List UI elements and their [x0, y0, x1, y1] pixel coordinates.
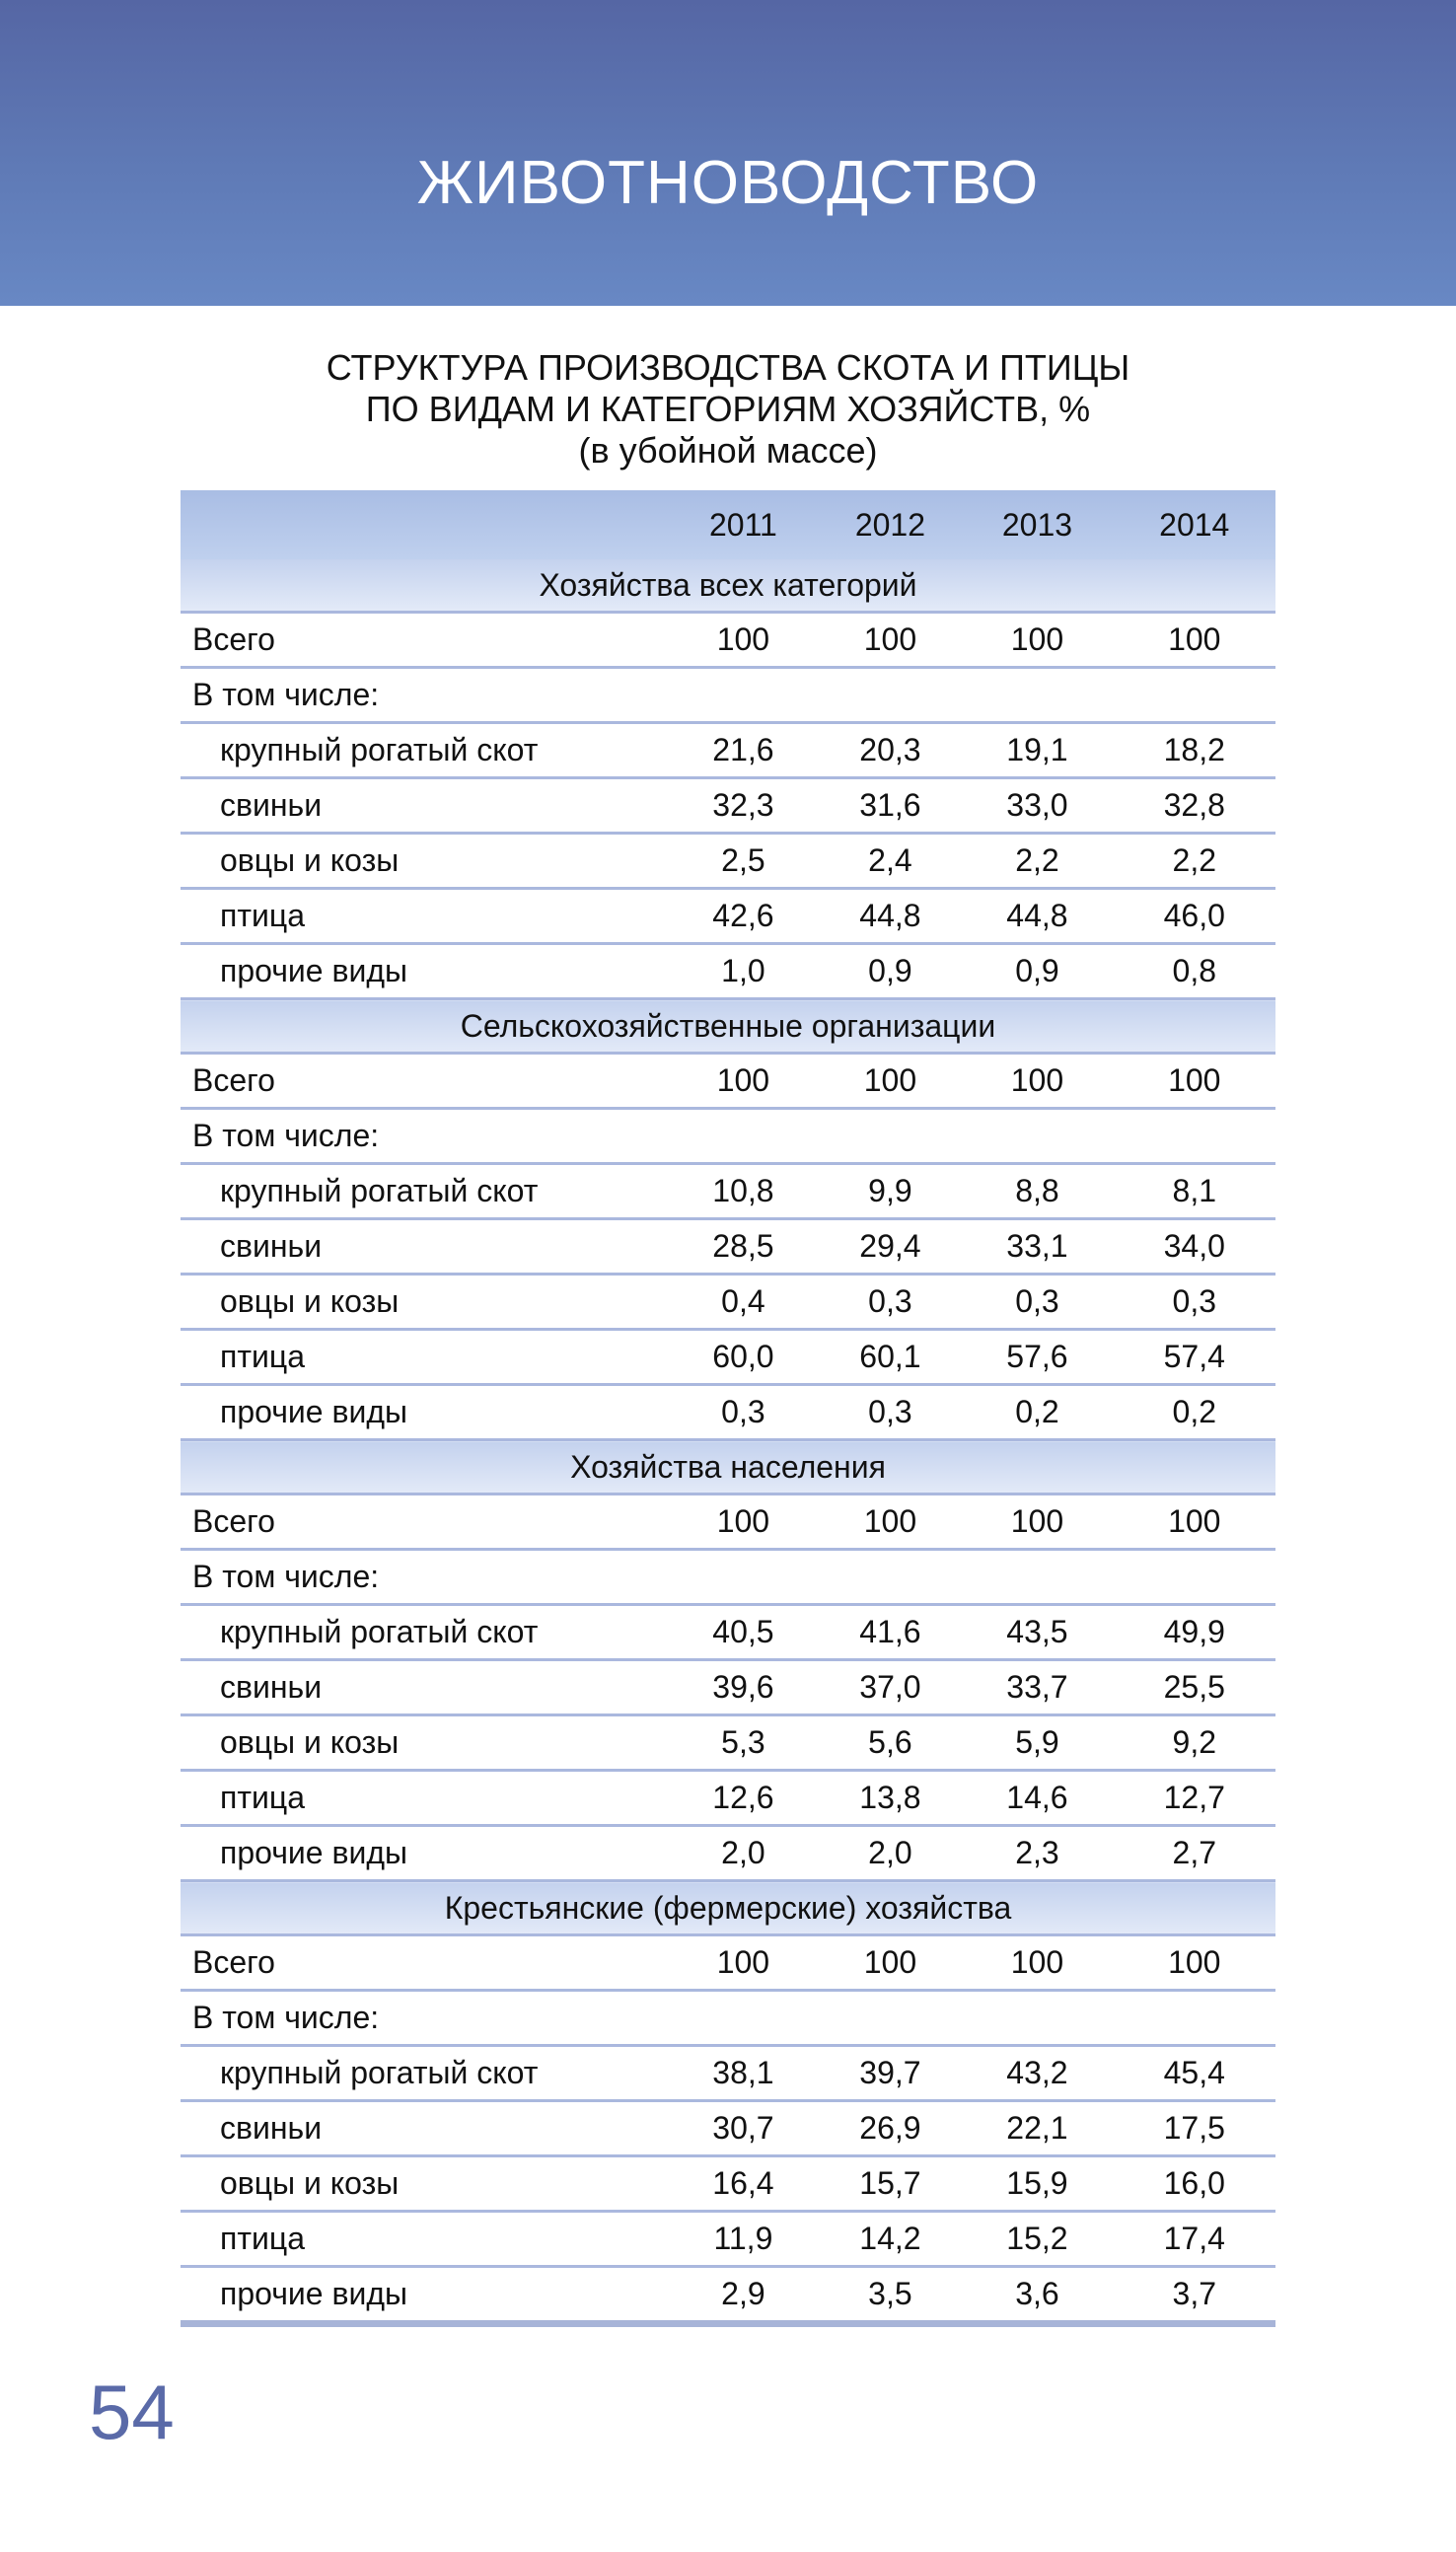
- value-cell: 2,0: [819, 1826, 961, 1881]
- value-cell: 33,7: [961, 1660, 1113, 1715]
- value-cell: 11,9: [667, 2212, 819, 2267]
- value-cell: [1114, 668, 1275, 723]
- value-cell: 5,3: [667, 1715, 819, 1771]
- value-cell: 32,3: [667, 778, 819, 834]
- chapter-title: ЖИВОТНОВОДСТВО: [416, 149, 1040, 217]
- value-cell: 100: [961, 1935, 1113, 1991]
- value-cell: 18,2: [1114, 723, 1275, 778]
- section-title: Хозяйства всех категорий: [181, 559, 1275, 613]
- value-cell: 19,1: [961, 723, 1113, 778]
- subtitle-row: [181, 1109, 1275, 1164]
- value-cell: 2,3: [961, 1826, 1113, 1881]
- table-row: [181, 1275, 1275, 1330]
- value-cell: 28,5: [667, 1219, 819, 1275]
- table-row: [181, 1164, 1275, 1219]
- section-header-row: [181, 1440, 1275, 1495]
- value-cell: 30,7: [667, 2101, 819, 2156]
- value-cell: 41,6: [819, 1605, 961, 1660]
- row-label: птица: [181, 889, 667, 944]
- value-cell: 3,6: [961, 2267, 1113, 2324]
- table-row: [181, 1385, 1275, 1440]
- value-cell: [1114, 1109, 1275, 1164]
- value-cell: 38,1: [667, 2046, 819, 2101]
- value-cell: 15,9: [961, 2156, 1113, 2212]
- row-label: птица: [181, 1771, 667, 1826]
- value-cell: [667, 668, 819, 723]
- row-label: В том числе:: [181, 1550, 667, 1605]
- row-label: прочие виды: [181, 1826, 667, 1881]
- header-banner: [0, 0, 1456, 306]
- table-row: [181, 723, 1275, 778]
- value-cell: 45,4: [1114, 2046, 1275, 2101]
- row-label: крупный рогатый скот: [181, 2046, 667, 2101]
- row-label: Всего: [181, 1935, 667, 1991]
- table-body: [181, 559, 1275, 2324]
- value-cell: 43,2: [961, 2046, 1113, 2101]
- value-cell: 0,3: [1114, 1275, 1275, 1330]
- value-cell: 57,4: [1114, 1330, 1275, 1385]
- value-cell: [667, 1991, 819, 2046]
- value-cell: 2,2: [1114, 834, 1275, 889]
- table-row: [181, 889, 1275, 944]
- value-cell: 100: [961, 1495, 1113, 1550]
- value-cell: 42,6: [667, 889, 819, 944]
- value-cell: [961, 1550, 1113, 1605]
- section-title: Крестьянские (фермерские) хозяйства: [181, 1881, 1275, 1935]
- value-cell: 0,9: [961, 944, 1113, 999]
- row-label: птица: [181, 2212, 667, 2267]
- row-label: свиньи: [181, 778, 667, 834]
- table-row: [181, 1330, 1275, 1385]
- row-label: прочие виды: [181, 2267, 667, 2324]
- total-row: [181, 1054, 1275, 1109]
- value-cell: 57,6: [961, 1330, 1113, 1385]
- value-cell: 34,0: [1114, 1219, 1275, 1275]
- year-header: 2014: [1114, 490, 1275, 559]
- table-row: [181, 834, 1275, 889]
- value-cell: 17,5: [1114, 2101, 1275, 2156]
- value-cell: 0,3: [961, 1275, 1113, 1330]
- row-label: свиньи: [181, 1660, 667, 1715]
- table-heading: [0, 347, 1456, 472]
- value-cell: 1,0: [667, 944, 819, 999]
- value-cell: 2,4: [819, 834, 961, 889]
- section-header-row: [181, 559, 1275, 613]
- total-row: [181, 613, 1275, 668]
- total-row: [181, 1935, 1275, 1991]
- section-header-row: [181, 999, 1275, 1054]
- table-row: [181, 1219, 1275, 1275]
- value-cell: 43,5: [961, 1605, 1113, 1660]
- header-empty-cell: [181, 490, 667, 559]
- year-header: 2011: [667, 490, 819, 559]
- value-cell: 32,8: [1114, 778, 1275, 834]
- table-row: [181, 1771, 1275, 1826]
- value-cell: 44,8: [819, 889, 961, 944]
- value-cell: [1114, 1991, 1275, 2046]
- value-cell: 44,8: [961, 889, 1113, 944]
- value-cell: 100: [961, 613, 1113, 668]
- value-cell: 31,6: [819, 778, 961, 834]
- value-cell: 0,3: [667, 1385, 819, 1440]
- subtitle-row: [181, 1991, 1275, 2046]
- row-label: свиньи: [181, 2101, 667, 2156]
- value-cell: 33,1: [961, 1219, 1113, 1275]
- value-cell: 100: [819, 1495, 961, 1550]
- value-cell: 15,2: [961, 2212, 1113, 2267]
- row-label: В том числе:: [181, 668, 667, 723]
- value-cell: [961, 1991, 1113, 2046]
- value-cell: 2,2: [961, 834, 1113, 889]
- value-cell: 39,6: [667, 1660, 819, 1715]
- heading-line-1: СТРУКТУРА ПРОИЗВОДСТВА СКОТА И ПТИЦЫ: [326, 347, 1130, 388]
- value-cell: 15,7: [819, 2156, 961, 2212]
- value-cell: 100: [667, 1054, 819, 1109]
- page-number: 54: [89, 2369, 175, 2455]
- year-header: 2012: [819, 490, 961, 559]
- value-cell: 3,5: [819, 2267, 961, 2324]
- value-cell: 0,2: [961, 1385, 1113, 1440]
- value-cell: 2,0: [667, 1826, 819, 1881]
- value-cell: [819, 1109, 961, 1164]
- value-cell: 100: [961, 1054, 1113, 1109]
- value-cell: [819, 668, 961, 723]
- value-cell: 0,2: [1114, 1385, 1275, 1440]
- value-cell: 100: [1114, 1495, 1275, 1550]
- value-cell: 29,4: [819, 1219, 961, 1275]
- value-cell: 9,9: [819, 1164, 961, 1219]
- value-cell: 9,2: [1114, 1715, 1275, 1771]
- value-cell: 26,9: [819, 2101, 961, 2156]
- value-cell: 49,9: [1114, 1605, 1275, 1660]
- value-cell: [961, 668, 1113, 723]
- value-cell: 3,7: [1114, 2267, 1275, 2324]
- value-cell: 14,2: [819, 2212, 961, 2267]
- value-cell: [667, 1550, 819, 1605]
- heading-line-3: (в убойной массе): [578, 430, 878, 471]
- value-cell: [961, 1109, 1113, 1164]
- value-cell: 20,3: [819, 723, 961, 778]
- section-title: Сельскохозяйственные организации: [181, 999, 1275, 1054]
- row-label: овцы и козы: [181, 2156, 667, 2212]
- value-cell: 0,3: [819, 1385, 961, 1440]
- table-row: [181, 1605, 1275, 1660]
- value-cell: 0,3: [819, 1275, 961, 1330]
- value-cell: 39,7: [819, 2046, 961, 2101]
- value-cell: [1114, 1550, 1275, 1605]
- row-label: крупный рогатый скот: [181, 1605, 667, 1660]
- value-cell: 14,6: [961, 1771, 1113, 1826]
- row-label: овцы и козы: [181, 1715, 667, 1771]
- value-cell: 17,4: [1114, 2212, 1275, 2267]
- value-cell: 100: [819, 1054, 961, 1109]
- value-cell: 8,8: [961, 1164, 1113, 1219]
- row-label: Всего: [181, 613, 667, 668]
- value-cell: 0,9: [819, 944, 961, 999]
- value-cell: 60,0: [667, 1330, 819, 1385]
- table-row: [181, 778, 1275, 834]
- table-row: [181, 2101, 1275, 2156]
- value-cell: 5,9: [961, 1715, 1113, 1771]
- table-row: [181, 2267, 1275, 2324]
- table-row: [181, 2212, 1275, 2267]
- value-cell: 100: [1114, 613, 1275, 668]
- row-label: птица: [181, 1330, 667, 1385]
- heading-line-2: ПО ВИДАМ И КАТЕГОРИЯМ ХОЗЯЙСТВ, %: [365, 389, 1091, 429]
- row-label: крупный рогатый скот: [181, 1164, 667, 1219]
- value-cell: 100: [819, 613, 961, 668]
- value-cell: 40,5: [667, 1605, 819, 1660]
- row-label: Всего: [181, 1054, 667, 1109]
- value-cell: [819, 1550, 961, 1605]
- value-cell: 12,6: [667, 1771, 819, 1826]
- section-title: Хозяйства населения: [181, 1440, 1275, 1495]
- value-cell: 100: [667, 613, 819, 668]
- row-label: прочие виды: [181, 1385, 667, 1440]
- table-row: [181, 1826, 1275, 1881]
- value-cell: 16,0: [1114, 2156, 1275, 2212]
- value-cell: [667, 1109, 819, 1164]
- value-cell: 46,0: [1114, 889, 1275, 944]
- structure-table: [181, 490, 1275, 2327]
- value-cell: 25,5: [1114, 1660, 1275, 1715]
- table-row: [181, 2046, 1275, 2101]
- value-cell: 100: [667, 1935, 819, 1991]
- value-cell: 13,8: [819, 1771, 961, 1826]
- table-row: [181, 1715, 1275, 1771]
- total-row: [181, 1495, 1275, 1550]
- value-cell: 37,0: [819, 1660, 961, 1715]
- value-cell: 33,0: [961, 778, 1113, 834]
- table-row: [181, 944, 1275, 999]
- row-label: В том числе:: [181, 1991, 667, 2046]
- row-label: В том числе:: [181, 1109, 667, 1164]
- value-cell: 10,8: [667, 1164, 819, 1219]
- year-header: 2013: [961, 490, 1113, 559]
- value-cell: 2,9: [667, 2267, 819, 2324]
- value-cell: 22,1: [961, 2101, 1113, 2156]
- value-cell: 12,7: [1114, 1771, 1275, 1826]
- row-label: крупный рогатый скот: [181, 723, 667, 778]
- value-cell: 100: [667, 1495, 819, 1550]
- row-label: овцы и козы: [181, 834, 667, 889]
- value-cell: 100: [1114, 1935, 1275, 1991]
- row-label: овцы и козы: [181, 1275, 667, 1330]
- table-row: [181, 2156, 1275, 2212]
- row-label: свиньи: [181, 1219, 667, 1275]
- value-cell: 8,1: [1114, 1164, 1275, 1219]
- value-cell: 2,5: [667, 834, 819, 889]
- value-cell: 0,8: [1114, 944, 1275, 999]
- value-cell: 100: [1114, 1054, 1275, 1109]
- subtitle-row: [181, 668, 1275, 723]
- value-cell: 2,7: [1114, 1826, 1275, 1881]
- value-cell: 60,1: [819, 1330, 961, 1385]
- row-label: прочие виды: [181, 944, 667, 999]
- value-cell: [819, 1991, 961, 2046]
- table-header-row: [181, 490, 1275, 559]
- row-label: Всего: [181, 1495, 667, 1550]
- section-header-row: [181, 1881, 1275, 1935]
- value-cell: 100: [819, 1935, 961, 1991]
- value-cell: 0,4: [667, 1275, 819, 1330]
- table-row: [181, 1660, 1275, 1715]
- value-cell: 21,6: [667, 723, 819, 778]
- value-cell: 16,4: [667, 2156, 819, 2212]
- value-cell: 5,6: [819, 1715, 961, 1771]
- subtitle-row: [181, 1550, 1275, 1605]
